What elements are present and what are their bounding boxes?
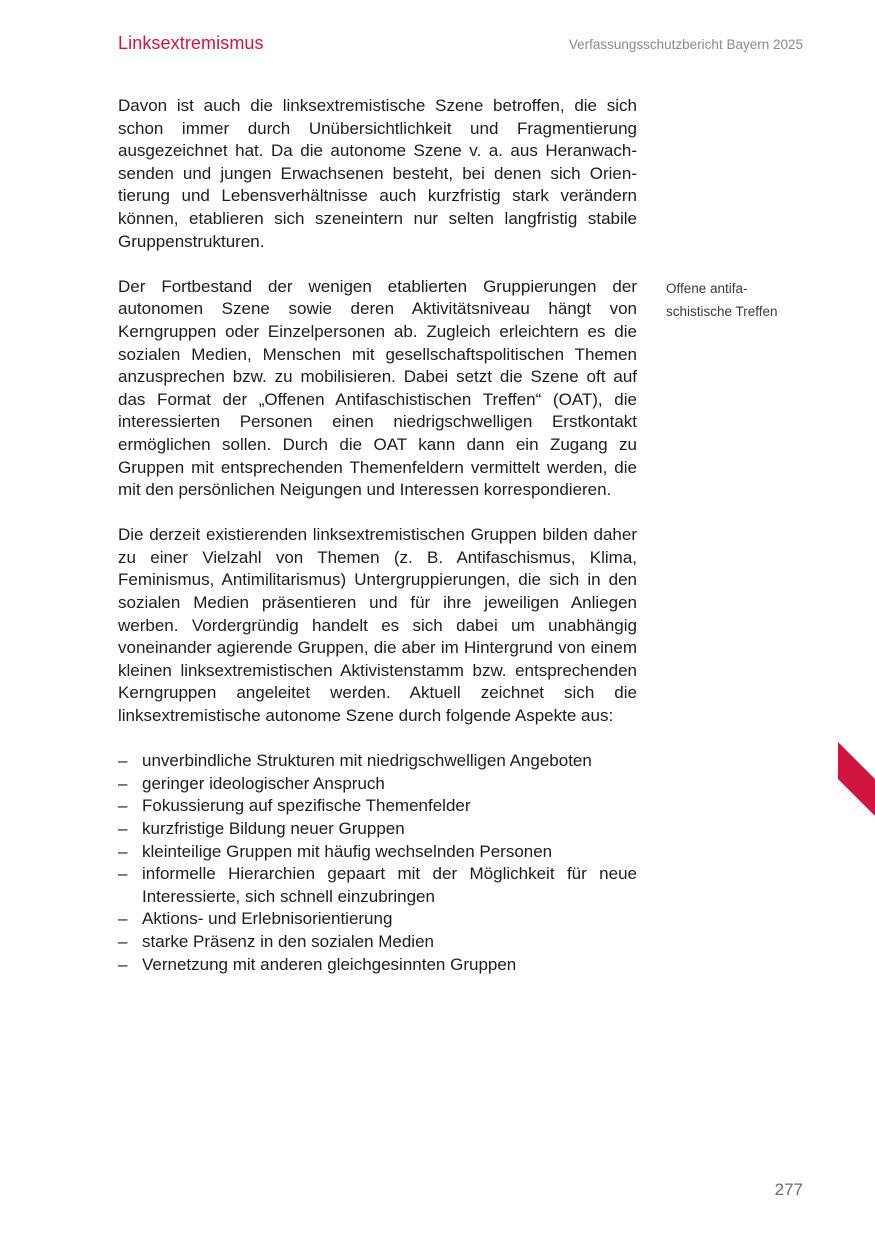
list-item-text: Aktions- und Erlebnisorientierung bbox=[142, 909, 393, 929]
chapter-tab-shape bbox=[838, 742, 875, 816]
list-item-text: starke Präsenz in den sozialen Medien bbox=[142, 931, 434, 951]
document-title: Verfassungsschutzbericht Bayern 2025 bbox=[568, 37, 803, 52]
marginal-note bbox=[666, 278, 796, 323]
marginal-note-line-1: Offene antifa- bbox=[666, 281, 748, 296]
dash-marker: – bbox=[118, 841, 128, 861]
list-item-text: Vernetzung mit anderen gleichgesinnten Gruppen bbox=[142, 954, 517, 974]
paragraph-1: Davon ist auch die linksextremistische Szene betroffen, die sich schon immer durch Unübersichtlichkeit und Fragmentierung ausgezeichnet hat. Da die autonome Szene v. a. aus Heranwachsenden und jungen Erwachsenen besteht, bei denen sich Orientierung und Lebensverhältnisse auch kurzfristig stark verändern können, etablieren sich szeneintern nur selten langfristig stabile Gruppenstrukturen. bbox=[118, 96, 637, 251]
list-item bbox=[118, 841, 637, 864]
list-item bbox=[118, 773, 637, 796]
list-item bbox=[118, 908, 637, 931]
dash-marker: – bbox=[118, 819, 128, 838]
list-item bbox=[118, 818, 637, 841]
dash-marker: – bbox=[118, 864, 128, 884]
list-item bbox=[118, 931, 637, 954]
page-number: 277 bbox=[774, 1180, 803, 1199]
dash-marker: – bbox=[118, 909, 128, 929]
main-text-column bbox=[118, 95, 637, 976]
dash-marker: – bbox=[118, 931, 128, 951]
list-item-text: kurzfristige Bildung neuer Gruppen bbox=[142, 819, 405, 838]
list-item bbox=[118, 750, 637, 773]
list-item-text: informelle Hierarchien gepaart mit der Möglichkeit für neue Interessierte, sich schnell einzubringen bbox=[142, 864, 637, 906]
paragraph-3: Die derzeit existierenden linksextremistischen Gruppen bilden daher zu einer Vielzahl von Themen (z. B. Antifaschismus, Klima, Feminismus, Antimilitarismus) Untergruppierungen, die sich in den sozialen Medien präsentieren und für ihre jeweiligen Anliegen werben. Vordergründig handelt es sich dabei um unabhängig voneinander agierende Gruppen, die aber im Hintergrund von einem kleinen linksextremistischen Aktivistenstamm bzw. entsprechenden Kerngruppen angeleitet werden. Aktuell zeichnet sich die linksextremistische autonome Szene durch folgende Aspekte aus: bbox=[118, 525, 637, 726]
marginal-note-line-2: schistische Treffen bbox=[666, 303, 778, 319]
section-title: Linksextremismus bbox=[118, 33, 264, 53]
chapter-tab-marker bbox=[838, 742, 875, 816]
list-item-text: geringer ideologischer Anspruch bbox=[142, 773, 385, 793]
dash-marker: – bbox=[118, 796, 128, 816]
list-item bbox=[118, 863, 637, 908]
list-item bbox=[118, 795, 637, 818]
paragraph-2: Der Fortbestand der wenigen etablierten Gruppierungen der autonomen Szene sowie deren Aktivitätsniveau hängt von Kerngruppen oder Einzelpersonen ab. Zugleich erleichtern es die sozialen Medien, Menschen mit gesellschaftspolitischen Themen anzusprechen bzw. zu mobilisieren. Dabei setzt die Szene oft auf das Format der „Offenen Antifaschistischen Treffen“ (OAT), die interessierten Personen einen niedrigschwelligen Erstkontakt ermöglichen sollen. Durch die OAT kann dann ein Zugang zu Gruppen mit entsprechenden Themenfeldern vermittelt werden, die mit den persönlichen Neigungen und Interessen korrespondieren. bbox=[118, 276, 637, 500]
aspects-list bbox=[118, 750, 637, 976]
dash-marker: – bbox=[118, 954, 128, 974]
list-item-text: Fokussierung auf spezifische Themenfelder bbox=[142, 796, 471, 816]
dash-marker: – bbox=[118, 751, 128, 771]
list-item bbox=[118, 954, 637, 977]
list-item-text: unverbindliche Strukturen mit niedrigschwelligen Angeboten bbox=[142, 751, 592, 771]
list-item-text: kleinteilige Gruppen mit häufig wechselnden Personen bbox=[142, 841, 553, 861]
dash-marker: – bbox=[118, 773, 128, 793]
